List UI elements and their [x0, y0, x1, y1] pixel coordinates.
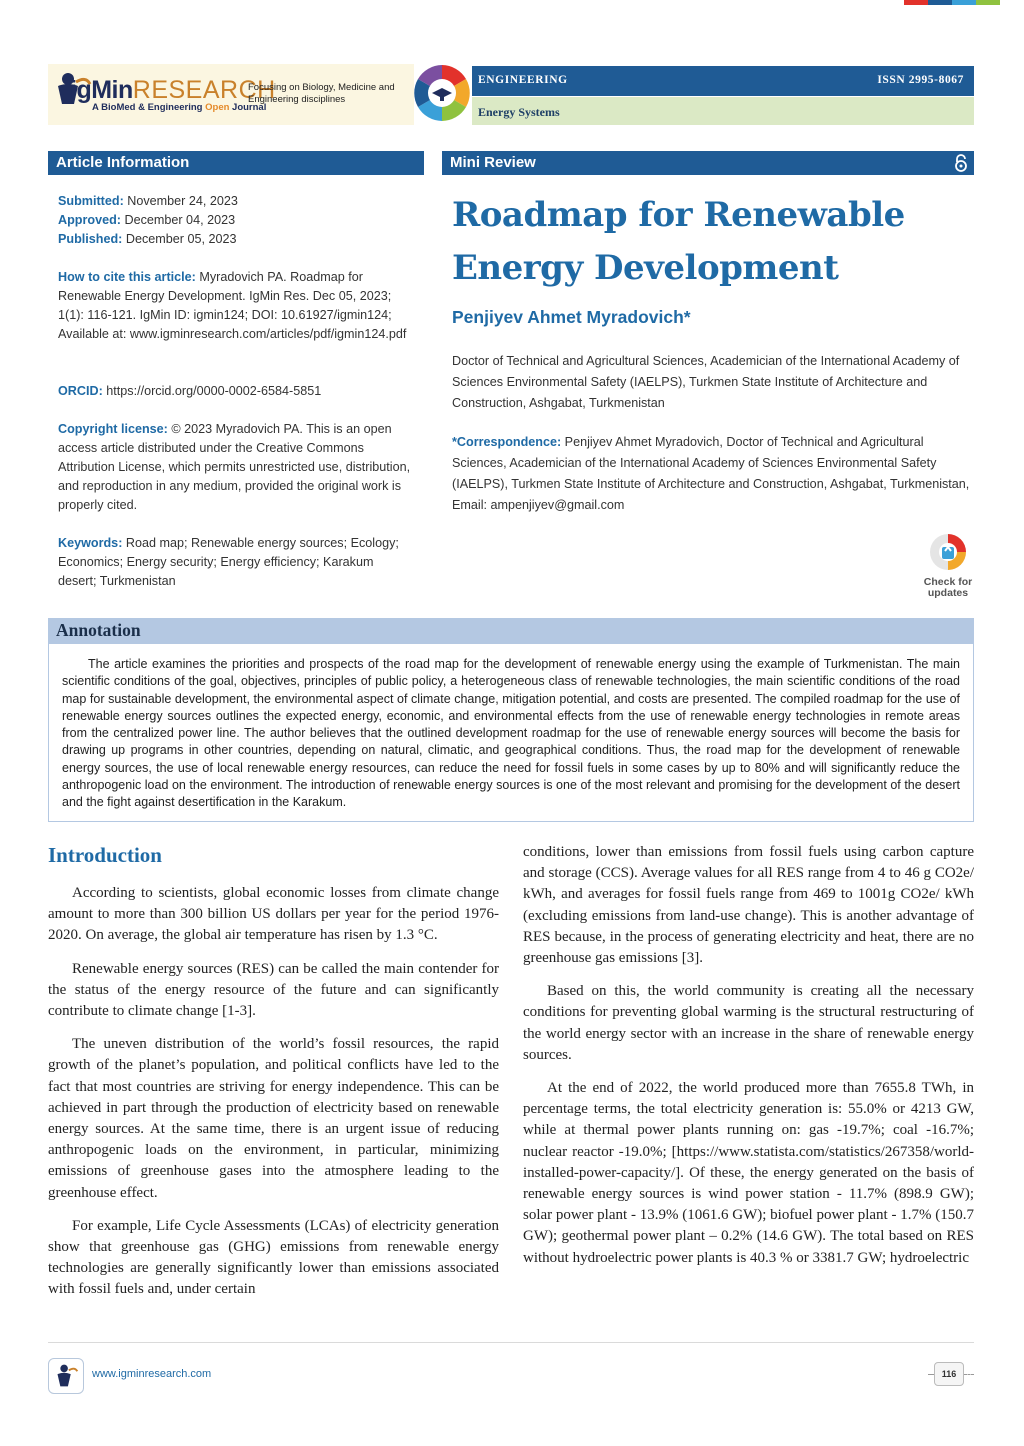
logo-main-text: igMin	[70, 76, 133, 104]
body-paragraph: At the end of 2022, the world produced more than 7655.8 TWh, in percentage terms, the total electricity generation is: 55.0% or 4213 GW, while at thermal power plants running on: gas -19.7%; coal -16.7%; nuclear reactor -19.0%; [https://www.statista.com/statistics/267358/world-installed-power-capacity/]. Of these, the energy generated on the basis of renewable energy sources is wind power station - 11.7% (898.9 GW); solar power plant - 13.9% (1061.6 GW); biofuel power plant - 1.7% (150.7 GW); geothermal power plant – 0.2% (14.6 GW). The total based on RES without hydroelectric power plants is 40.3 % or 3381.7 GW; hydroelectric	[523, 1080, 974, 1266]
logo-sub-journal: Journal	[229, 102, 267, 113]
citation-block	[58, 268, 414, 344]
published-row	[58, 230, 414, 249]
body-paragraph: According to scientists, global economic losses from climate change amount to more than 300 billion US dollars per year for the period 1976-2020. On average, the global air temperature has risen by 1.3 °C.	[48, 885, 499, 944]
journal-footer-logo-icon[interactable]	[48, 1358, 84, 1394]
annotation-text: The article examines the priorities and prospects of the road map for the development of renewable energy using the example of Turkmenistan. The main scientific conditions of the goal, objectives, principles of public policy, a heterogeneous class of renewable technologies, the main scientific conditions of the road map for sustainable development, the environmental aspect of climate change, mitigation potential, and costs are presented. The compiled roadmap for the use of renewable energy sources outlines the expected energy, economic, and environmental effects from the use of renewable energy technologies in remote areas from the centralized power line. The author believes that the outlined development roadmap for the use of renewable energy sources will become the basis for drawing up programs in other countries, depending on natural, climatic, and geographical conditions. Thus, the road map for the development of renewable energy sources, the use of local renewable energy resources, can reduce the need for fossil fuels in some cases by up to 80% and will significantly reduce the anthropogenic load on the environment. The introduction of renewable energy sources is one of the most relevant and promising for the development of the desert and the fight against desertification in the Karakum.	[62, 657, 960, 810]
issn-label: ISSN 2995-8067	[877, 74, 964, 86]
author-affiliation: Doctor of Technical and Agricultural Sciences, Academician of the International Academy of Sciences Environmental Safety (IAELPS), Turkmen State Institute of Architecture and Construction, Ashgabat, Turkmenistan	[452, 354, 960, 410]
logo-subtitle	[92, 102, 266, 113]
strip-red	[904, 0, 928, 5]
strip-blue	[928, 0, 952, 5]
mini-review-heading: Mini Review	[450, 154, 536, 171]
body-paragraph: For example, Life Cycle Assessments (LCAs) of electricity generation show that greenhouse gas (GHG) emissions from renewable energy technologies are generally significantly lower than emissions associated with fossil fuels and, under certain	[48, 1217, 499, 1298]
strip-green	[976, 0, 1000, 5]
copyright-label: Copyright license:	[58, 422, 168, 436]
body-paragraph: The uneven distribution of the world’s fossil resources, the rapid growth of the planet’s population, and political conflicts have led to the fact that most countries are striving for energy independence. This can be achieved in part through the production of electricity based on renewable energy sources. At the same time, there is an urgent issue of reducing anthropogenic loads on the environment, in particular, minimizing emissions of greenhouse gases into the atmosphere leading to the greenhouse effect.	[48, 1036, 499, 1201]
submitted-row	[58, 192, 414, 211]
orcid-label: ORCID:	[58, 384, 103, 398]
citation-text[interactable]: Myradovich PA. Roadmap for Renewable Energy Development. IgMin Res. Dec 05, 2023; 1(1): 116-121. IgMin ID: igmin124; DOI: 10.61927/igmin124; Available at: www.igminresearch.com/articles/pdf/igmin124.pdf	[58, 270, 407, 341]
keywords-text: Road map; Renewable energy sources; Ecology; Economics; Energy security; Energy efficiency; Karakum desert; Turkmenistan	[58, 536, 399, 588]
subfield-label: Energy Systems	[478, 105, 560, 119]
correspondence-block	[452, 432, 972, 516]
publication-dates	[58, 192, 414, 249]
body-paragraph: Renewable energy sources (RES) can be called the main contender for the status of the energy resource of the future and can significantly contribute to climate change [1-3].	[48, 960, 499, 1020]
keywords-label: Keywords:	[58, 536, 123, 550]
body-right-column	[523, 842, 974, 1281]
article-information-bar	[48, 151, 424, 175]
article-author: Penjiyev Ahmet Myradovich*	[452, 307, 691, 327]
logo-research-text: RESEARCH	[132, 76, 276, 104]
strip-lightblue	[952, 0, 976, 5]
citation-label: How to cite this article:	[58, 270, 196, 284]
body-paragraph: Based on this, the world community is creating all the necessary conditions for preventing global warming is the structural restructuring of the world energy sector with an increase in the share of renewable energy sources.	[523, 983, 974, 1063]
crossmark-icon	[928, 533, 968, 571]
copyright-text: © 2023 Myradovich PA. This is an open access article distributed under the Creative Commons Attribution License, which permits unrestricted use, distribution, and reproduction in any medium, provided the original work is properly cited.	[58, 422, 411, 512]
orcid-link[interactable]: https://orcid.org/0000-0002-6584-5851	[102, 384, 322, 398]
approved-label: Approved:	[58, 213, 121, 227]
check-for-updates-badge[interactable]	[919, 533, 977, 597]
keywords-block	[58, 534, 414, 591]
submitted-date: November 24, 2023	[123, 194, 238, 208]
article-information-heading: Article Information	[56, 154, 190, 171]
mini-review-bar	[442, 151, 974, 175]
published-date: December 05, 2023	[122, 232, 237, 246]
page-number: 116	[934, 1362, 964, 1386]
footer-divider	[48, 1342, 974, 1343]
check-updates-line2: updates	[927, 587, 969, 599]
article-title: Roadmap for Renewable Energy Development	[452, 195, 905, 288]
journal-focus-text: Focusing on Biology, Medicine and Engineering disciplines	[248, 82, 395, 105]
approved-row	[58, 211, 414, 230]
journal-section-label: ENGINEERING	[478, 74, 568, 86]
logo-sub-open: Open	[205, 102, 230, 113]
approved-date: December 04, 2023	[120, 213, 236, 227]
logo-sub-a: A BioMed & Engineering	[92, 102, 206, 113]
check-updates-line1: Check for	[923, 576, 973, 588]
correspondence-label: *Correspondence:	[452, 435, 562, 449]
discipline-wheel-icon	[413, 64, 471, 122]
body-left-column	[48, 883, 499, 1313]
published-label: Published:	[58, 232, 123, 246]
introduction-heading: Introduction	[48, 843, 162, 867]
orcid-block	[58, 382, 414, 401]
page-dash-right	[964, 1374, 974, 1375]
body-paragraph: conditions, lower than emissions from fossil fuels using carbon capture and storage (CCS). Average values for all RES range from 4 to 46 g CO2e/ kWh, and averages for fossil fuels range from 469 to 1001g CO2e/ kWh (excluding emissions from land-use change). This is another advantage of RES because, in the process of generating electricity and heat, there are no greenhouse gas emissions [3].	[523, 844, 974, 967]
annotation-heading: Annotation	[48, 618, 974, 644]
footer-website-link[interactable]: www.igminresearch.com	[92, 1368, 212, 1380]
top-color-strip	[904, 0, 1000, 5]
open-access-icon	[954, 154, 968, 172]
copyright-block	[58, 420, 414, 515]
submitted-label: Submitted:	[58, 194, 124, 208]
journal-logo-text[interactable]	[70, 76, 276, 105]
correspondence-text: Penjiyev Ahmet Myradovich, Doctor of Technical and Agricultural Sciences, Academician of the International Academy of Sciences Environmental Safety (IAELPS), Turkmen State Institute of Architecture and Construction, Ashgabat, Turkmenistan, Email: ampenjiyev@gmail.com	[452, 435, 970, 512]
